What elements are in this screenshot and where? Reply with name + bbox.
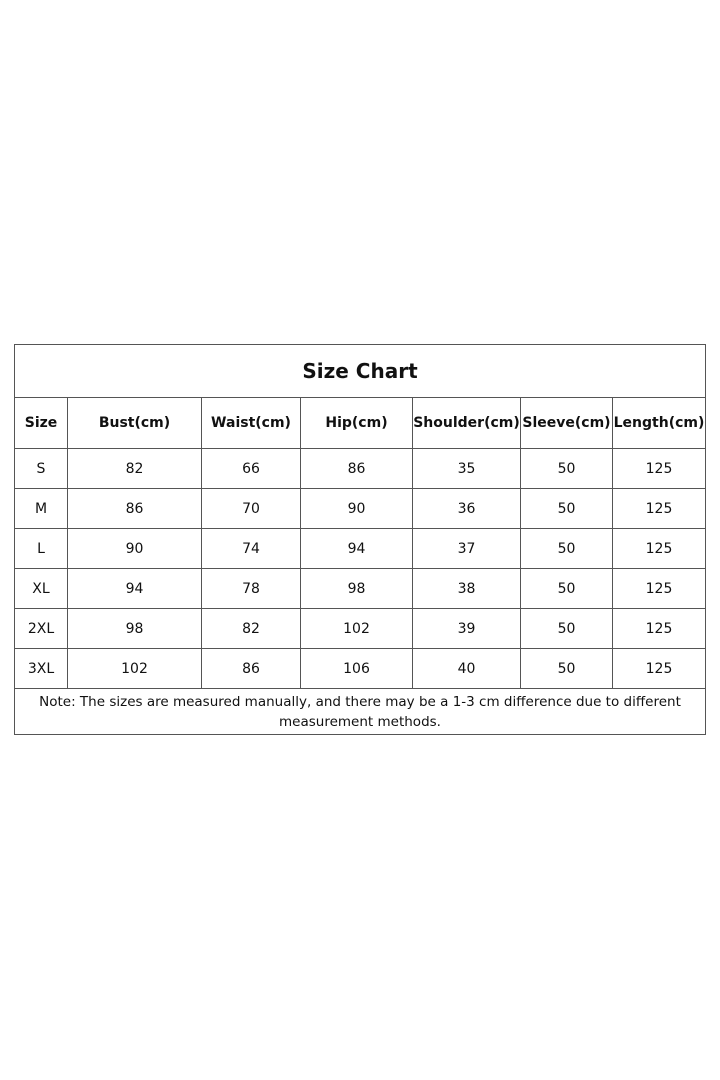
table-cell: 74 <box>202 529 301 569</box>
column-header-length: Length(cm) <box>613 398 706 449</box>
table-cell: L <box>15 529 68 569</box>
table-cell: 40 <box>413 649 521 689</box>
table-cell: 106 <box>301 649 413 689</box>
table-cell: 90 <box>301 489 413 529</box>
table-cell: 86 <box>202 649 301 689</box>
table-cell: S <box>15 449 68 489</box>
table-cell: 2XL <box>15 609 68 649</box>
table-cell: 125 <box>613 449 706 489</box>
table-cell: 102 <box>68 649 202 689</box>
table-cell: 70 <box>202 489 301 529</box>
table-row <box>15 529 706 569</box>
column-header-sleeve: Sleeve(cm) <box>521 398 613 449</box>
table-cell: 125 <box>613 489 706 529</box>
table-cell: 82 <box>68 449 202 489</box>
table-cell: 102 <box>301 609 413 649</box>
chart-title: Size Chart <box>15 345 706 398</box>
table-cell: 86 <box>301 449 413 489</box>
column-header-bust: Bust(cm) <box>68 398 202 449</box>
table-cell: 38 <box>413 569 521 609</box>
table-row <box>15 449 706 489</box>
note-row <box>15 689 706 735</box>
table-cell: 50 <box>521 569 613 609</box>
table-cell: 36 <box>413 489 521 529</box>
table-cell: 125 <box>613 569 706 609</box>
table-row <box>15 649 706 689</box>
table-cell: 82 <box>202 609 301 649</box>
table-cell: 66 <box>202 449 301 489</box>
table-row <box>15 569 706 609</box>
table-cell: 94 <box>301 529 413 569</box>
table-cell: 125 <box>613 649 706 689</box>
table-row <box>15 609 706 649</box>
header-row <box>15 398 706 449</box>
table-cell: 37 <box>413 529 521 569</box>
table-cell: XL <box>15 569 68 609</box>
table-cell: 90 <box>68 529 202 569</box>
table-cell: 50 <box>521 649 613 689</box>
table-cell: 94 <box>68 569 202 609</box>
column-header-waist: Waist(cm) <box>202 398 301 449</box>
table-cell: 50 <box>521 609 613 649</box>
title-row <box>15 345 706 398</box>
table-cell: 125 <box>613 609 706 649</box>
column-header-size: Size <box>15 398 68 449</box>
table-cell: 78 <box>202 569 301 609</box>
table-cell: 98 <box>301 569 413 609</box>
table-cell: 3XL <box>15 649 68 689</box>
table-cell: 125 <box>613 529 706 569</box>
table-row <box>15 489 706 529</box>
table-cell: 35 <box>413 449 521 489</box>
table-cell: 98 <box>68 609 202 649</box>
table-cell: 86 <box>68 489 202 529</box>
table-cell: 39 <box>413 609 521 649</box>
measurement-note: Note: The sizes are measured manually, and there may be a 1-3 cm difference due to different measurement methods. <box>15 689 706 735</box>
column-header-shoulder: Shoulder(cm) <box>413 398 521 449</box>
table-cell: 50 <box>521 529 613 569</box>
table-cell: 50 <box>521 489 613 529</box>
column-header-hip: Hip(cm) <box>301 398 413 449</box>
table-cell: 50 <box>521 449 613 489</box>
size-chart-table <box>14 344 706 735</box>
table-cell: M <box>15 489 68 529</box>
